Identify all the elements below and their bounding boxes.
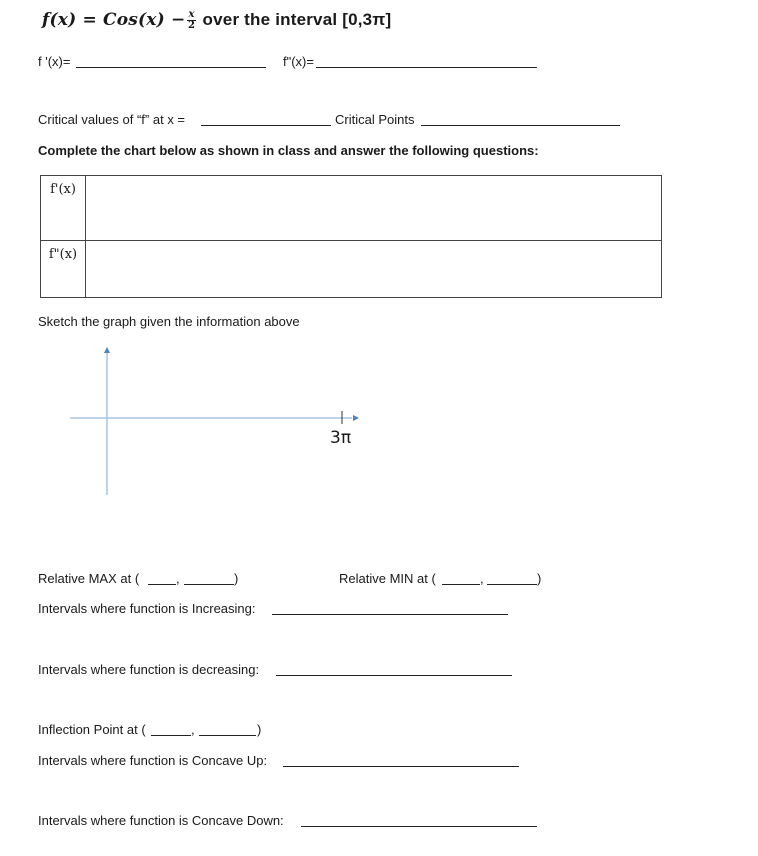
fraction-numerator: x: [188, 9, 195, 20]
inflection-point-label: Inflection Point at (: [38, 722, 146, 737]
second-derivative-label: f"(x)=: [283, 54, 314, 69]
concave-down-label: Intervals where function is Concave Down:: [38, 813, 284, 828]
close-paren: ): [234, 571, 239, 586]
relative-max-y-blank[interactable]: [184, 584, 234, 585]
fraction-denominator: 2: [187, 20, 196, 31]
x-axis-arrow: [353, 415, 359, 421]
second-derivative-sign-cell[interactable]: [86, 240, 662, 297]
increasing-blank[interactable]: [272, 614, 508, 615]
concave-down-blank[interactable]: [301, 826, 537, 827]
comma: ,: [176, 571, 180, 586]
sketch-prompt: Sketch the graph given the information above: [38, 314, 300, 329]
critical-points-label: Critical Points: [335, 112, 415, 127]
first-derivative-blank[interactable]: [76, 67, 266, 68]
comma: ,: [191, 722, 195, 737]
row-label-first-derivative: f'(x): [41, 176, 86, 241]
y-axis-arrow: [104, 347, 110, 353]
critical-values-blank[interactable]: [201, 125, 331, 126]
relative-min-label: Relative MIN at (: [339, 571, 436, 586]
comma: ,: [480, 571, 484, 586]
table-row: [41, 240, 662, 297]
sign-chart-table: [40, 175, 662, 298]
instructions-text: Complete the chart below as shown in class and answer the following questions:: [38, 143, 539, 158]
relative-max-x-blank[interactable]: [148, 584, 176, 585]
second-derivative-blank[interactable]: [316, 67, 537, 68]
page-title: [42, 10, 391, 31]
first-derivative-sign-cell[interactable]: [86, 176, 662, 241]
decreasing-label: Intervals where function is decreasing:: [38, 662, 260, 677]
row-label-second-derivative: f"(x): [41, 240, 86, 297]
table-row: [41, 176, 662, 241]
inflection-y-blank[interactable]: [199, 735, 256, 736]
decreasing-blank[interactable]: [276, 675, 512, 676]
relative-min-y-blank[interactable]: [487, 584, 537, 585]
close-paren: ): [537, 571, 542, 586]
critical-values-label: Critical values of “f” at x =: [38, 112, 186, 127]
inflection-x-blank[interactable]: [151, 735, 191, 736]
function-expression: f(x) = Cos(x) −: [42, 10, 186, 30]
increasing-label: Intervals where function is Increasing:: [38, 601, 256, 616]
concave-up-label: Intervals where function is Concave Up:: [38, 753, 268, 768]
sketch-axes[interactable]: [60, 340, 380, 505]
first-derivative-label: f '(x)=: [38, 54, 71, 69]
interval-text: over the interval: [197, 10, 343, 29]
x-axis-end-label: 3π: [330, 428, 352, 448]
relative-min-x-blank[interactable]: [442, 584, 480, 585]
close-paren: ): [257, 722, 262, 737]
critical-points-blank[interactable]: [421, 125, 620, 126]
concave-up-blank[interactable]: [283, 766, 519, 767]
relative-max-label: Relative MAX at (: [38, 571, 140, 586]
interval-value: [0,3π]: [342, 10, 392, 29]
fraction: [187, 10, 195, 31]
